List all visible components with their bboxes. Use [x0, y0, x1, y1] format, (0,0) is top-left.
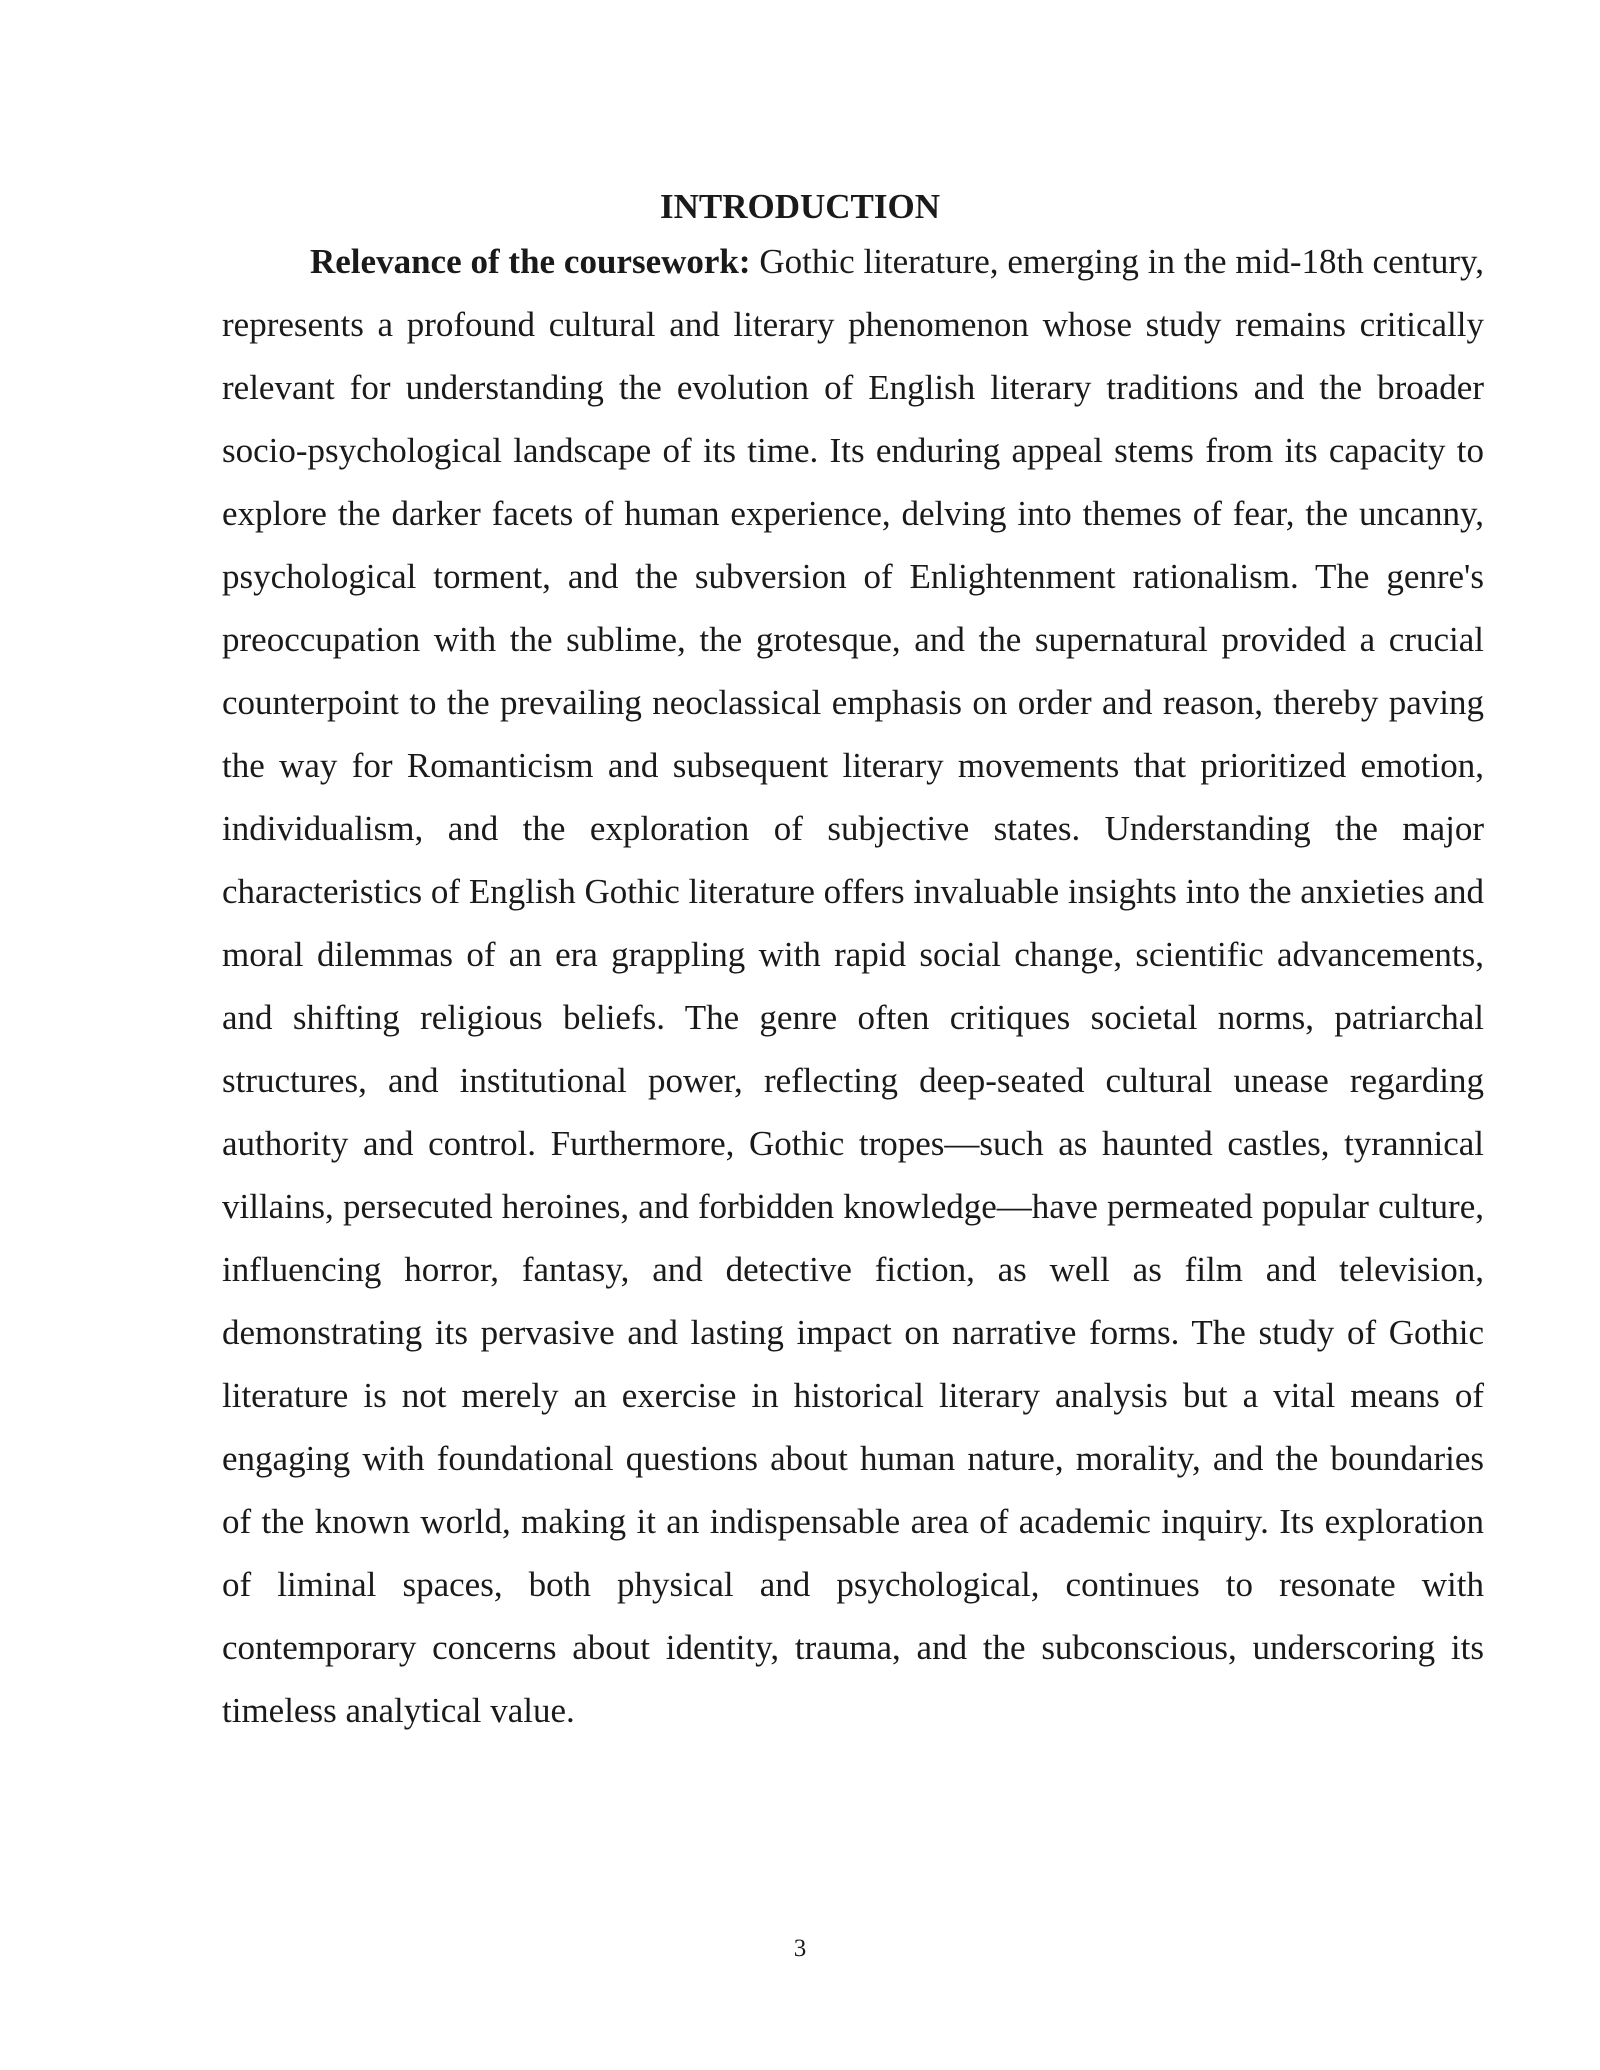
section-heading: INTRODUCTION	[659, 187, 941, 226]
body-paragraph	[222, 230, 1484, 1742]
page-number: 3	[793, 1935, 807, 1962]
paragraph-lead: Relevance of the coursework:	[310, 242, 751, 281]
paragraph-text: Gothic literature, emerging in the mid-18th century, represents a profound cultural and literary phenomenon whose study remains critically relevant for understanding the evolution of English literary traditions and the broader socio-psychological landscape of its time. Its enduring appeal stems from its capacity to explore the darker facets of human experience, delving into themes of fear, the uncanny, psychological torment, and the subversion of Enlightenment rationalism. The genre's preoccupation with the sublime, the grotesque, and the supernatural provided a crucial counterpoint to the prevailing neoclassical emphasis on order and reason, thereby paving the way for Romanticism and subsequent literary movements that prioritized emotion, individualism, and the exploration of subjective states. Understanding the major characteristics of English Gothic literature offers invaluable insights into the anxieties and moral dilemmas of an era grappling with rapid social change, scientific advancements, and shifting religious beliefs. The genre often critiques societal norms, patriarchal structures, and institutional power, reflecting deep-seated cultural unease regarding authority and control. Furthermore, Gothic tropes—such as haunted castles, tyrannical villains, persecuted heroines, and forbidden knowledge—have permeated popular culture, influencing horror, fantasy, and detective fiction, as well as film and television, demonstrating its pervasive and lasting impact on narrative forms. The study of Gothic literature is not merely an exercise in historical literary analysis but a vital means of engaging with foundational questions about human nature, morality, and the boundaries of the known world, making it an indispensable area of academic inquiry. Its exploration of liminal spaces, both physical and psychological, continues to resonate with contemporary concerns about identity, trauma, and the subconscious, underscoring its timeless analytical value.	[222, 242, 1484, 1730]
